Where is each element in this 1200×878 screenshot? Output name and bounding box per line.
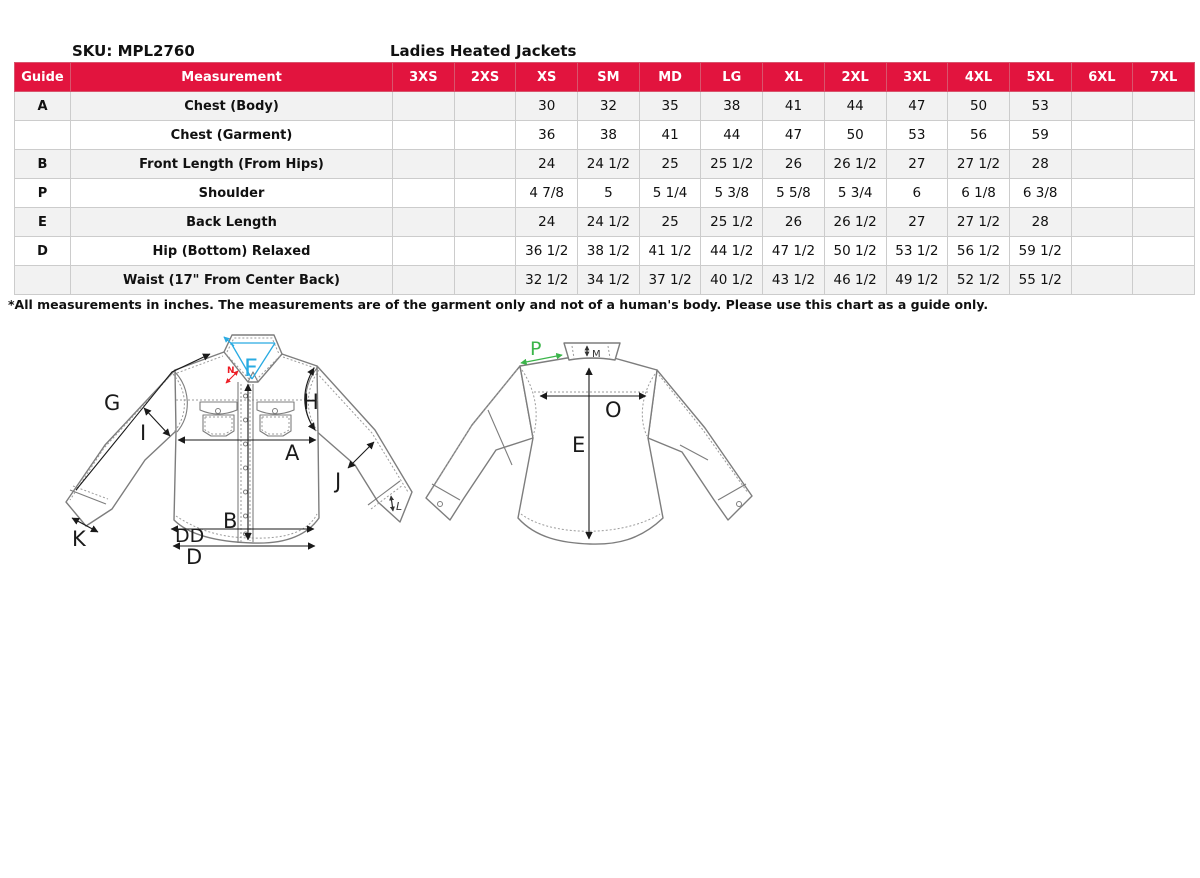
back-body — [518, 358, 663, 544]
size-value-cell: 6 3/8 — [1009, 179, 1071, 208]
size-value-cell — [1133, 150, 1195, 179]
front-label-a: A — [285, 441, 300, 465]
size-value-cell: 49 1/2 — [886, 266, 948, 295]
table-row — [15, 237, 1195, 266]
jacket-back-view — [426, 338, 752, 544]
column-header: 5XL — [1009, 63, 1071, 92]
size-table-header-row — [15, 63, 1195, 92]
size-value-cell: 32 — [578, 92, 640, 121]
size-value-cell: 27 — [886, 208, 948, 237]
front-label-i: I — [140, 421, 147, 445]
measurement-cell: Hip (Bottom) Relaxed — [71, 237, 393, 266]
size-value-cell — [393, 208, 455, 237]
size-value-cell: 26 — [763, 208, 825, 237]
size-value-cell: 53 — [1009, 92, 1071, 121]
column-header: XL — [763, 63, 825, 92]
size-value-cell: 6 — [886, 179, 948, 208]
size-value-cell: 53 1/2 — [886, 237, 948, 266]
front-label-g: G — [104, 391, 121, 415]
front-right-sleeve — [315, 366, 412, 522]
column-header: 6XL — [1071, 63, 1133, 92]
size-value-cell — [393, 237, 455, 266]
jacket-front-view — [66, 335, 412, 569]
size-table-body — [15, 92, 1195, 295]
size-value-cell: 41 — [763, 92, 825, 121]
table-row — [15, 150, 1195, 179]
size-value-cell: 41 — [639, 121, 701, 150]
size-value-cell — [454, 150, 516, 179]
guide-cell: A — [15, 92, 71, 121]
size-value-cell: 47 — [886, 92, 948, 121]
size-value-cell: 53 — [886, 121, 948, 150]
size-value-cell: 44 1/2 — [701, 237, 763, 266]
back-right-sleeve — [648, 370, 752, 520]
size-value-cell — [454, 237, 516, 266]
measurement-cell: Chest (Body) — [71, 92, 393, 121]
size-value-cell: 25 1/2 — [701, 208, 763, 237]
size-value-cell: 50 1/2 — [824, 237, 886, 266]
size-value-cell: 27 1/2 — [948, 150, 1010, 179]
size-value-cell: 40 1/2 — [701, 266, 763, 295]
front-label-h: H — [303, 390, 319, 414]
size-value-cell — [393, 150, 455, 179]
footnote: *All measurements in inches. The measurements are of the garment only and not of a human's body. Please use this chart as a guide only. — [8, 297, 989, 312]
size-value-cell: 55 1/2 — [1009, 266, 1071, 295]
column-header: LG — [701, 63, 763, 92]
size-value-cell — [1071, 92, 1133, 121]
size-value-cell: 28 — [1009, 150, 1071, 179]
front-label-n: N — [227, 366, 235, 376]
guide-cell — [15, 121, 71, 150]
size-table-head — [15, 63, 1195, 92]
size-value-cell — [1071, 121, 1133, 150]
size-value-cell: 59 1/2 — [1009, 237, 1071, 266]
column-header: XS — [516, 63, 578, 92]
back-label-o: O — [605, 398, 622, 422]
size-value-cell — [1133, 237, 1195, 266]
size-value-cell: 44 — [701, 121, 763, 150]
guide-cell — [15, 266, 71, 295]
size-value-cell — [393, 266, 455, 295]
size-value-cell: 38 — [701, 92, 763, 121]
size-value-cell: 28 — [1009, 208, 1071, 237]
front-label-b: B — [223, 509, 238, 533]
size-value-cell: 56 1/2 — [948, 237, 1010, 266]
size-value-cell: 44 — [824, 92, 886, 121]
size-value-cell: 26 — [763, 150, 825, 179]
size-value-cell — [1133, 179, 1195, 208]
size-value-cell: 47 1/2 — [763, 237, 825, 266]
size-value-cell: 6 1/8 — [948, 179, 1010, 208]
front-left-sleeve — [66, 370, 177, 526]
size-value-cell: 24 — [516, 208, 578, 237]
column-header: 4XL — [948, 63, 1010, 92]
column-header: Guide — [15, 63, 71, 92]
size-value-cell: 5 3/8 — [701, 179, 763, 208]
size-value-cell: 50 — [948, 92, 1010, 121]
size-value-cell: 30 — [516, 92, 578, 121]
size-value-cell: 24 — [516, 150, 578, 179]
size-value-cell — [1133, 208, 1195, 237]
size-value-cell: 24 1/2 — [578, 208, 640, 237]
size-value-cell — [1071, 179, 1133, 208]
size-value-cell: 5 3/4 — [824, 179, 886, 208]
column-header: 2XL — [824, 63, 886, 92]
back-label-p: P — [530, 338, 542, 360]
front-label-d: D — [186, 545, 203, 569]
size-value-cell: 32 1/2 — [516, 266, 578, 295]
size-value-cell — [1071, 150, 1133, 179]
guide-cell: E — [15, 208, 71, 237]
size-table — [14, 62, 1195, 295]
size-value-cell: 5 1/4 — [639, 179, 701, 208]
title-bar — [0, 42, 1200, 60]
table-row — [15, 121, 1195, 150]
jacket-measurement-diagram — [60, 330, 820, 590]
size-value-cell — [1133, 266, 1195, 295]
size-value-cell: 25 — [639, 208, 701, 237]
measurement-cell: Chest (Garment) — [71, 121, 393, 150]
back-left-sleeve — [426, 366, 533, 520]
size-value-cell: 25 1/2 — [701, 150, 763, 179]
size-value-cell: 59 — [1009, 121, 1071, 150]
measurement-cell: Front Length (From Hips) — [71, 150, 393, 179]
size-value-cell: 47 — [763, 121, 825, 150]
guide-cell: B — [15, 150, 71, 179]
back-label-e: E — [572, 433, 586, 457]
front-label-j: J — [335, 469, 342, 493]
table-row — [15, 179, 1195, 208]
size-value-cell: 26 1/2 — [824, 150, 886, 179]
size-value-cell — [1133, 92, 1195, 121]
size-value-cell: 4 7/8 — [516, 179, 578, 208]
size-value-cell: 43 1/2 — [763, 266, 825, 295]
size-value-cell — [454, 179, 516, 208]
size-value-cell — [1071, 237, 1133, 266]
column-header: 2XS — [454, 63, 516, 92]
column-header: 3XS — [393, 63, 455, 92]
size-value-cell — [393, 179, 455, 208]
size-value-cell: 35 — [639, 92, 701, 121]
size-value-cell: 27 — [886, 150, 948, 179]
size-value-cell: 25 — [639, 150, 701, 179]
column-header: 7XL — [1133, 63, 1195, 92]
size-value-cell — [1071, 208, 1133, 237]
size-value-cell: 37 1/2 — [639, 266, 701, 295]
size-value-cell: 5 5/8 — [763, 179, 825, 208]
size-value-cell — [393, 121, 455, 150]
size-value-cell — [454, 208, 516, 237]
table-row — [15, 208, 1195, 237]
size-value-cell: 56 — [948, 121, 1010, 150]
sku-label: SKU: MPL2760 — [72, 42, 195, 60]
size-value-cell — [393, 92, 455, 121]
front-label-k: K — [72, 527, 86, 551]
front-label-l: L — [396, 500, 403, 513]
size-value-cell: 5 — [578, 179, 640, 208]
measurement-cell: Waist (17" From Center Back) — [71, 266, 393, 295]
size-value-cell — [1071, 266, 1133, 295]
size-value-cell: 38 — [578, 121, 640, 150]
size-value-cell — [1133, 121, 1195, 150]
size-value-cell: 46 1/2 — [824, 266, 886, 295]
column-header: MD — [639, 63, 701, 92]
column-header: Measurement — [71, 63, 393, 92]
size-value-cell: 24 1/2 — [578, 150, 640, 179]
size-value-cell: 34 1/2 — [578, 266, 640, 295]
table-row — [15, 266, 1195, 295]
front-label-dd: DD — [175, 525, 205, 547]
size-value-cell: 36 1/2 — [516, 237, 578, 266]
back-label-m: M — [592, 349, 601, 360]
guide-cell: P — [15, 179, 71, 208]
measurement-cell: Shoulder — [71, 179, 393, 208]
page-title: Ladies Heated Jackets — [390, 42, 577, 60]
front-label-f: F — [244, 354, 258, 382]
size-value-cell: 36 — [516, 121, 578, 150]
measurement-cell: Back Length — [71, 208, 393, 237]
size-value-cell: 26 1/2 — [824, 208, 886, 237]
table-row — [15, 92, 1195, 121]
size-value-cell: 27 1/2 — [948, 208, 1010, 237]
column-header: 3XL — [886, 63, 948, 92]
size-value-cell: 38 1/2 — [578, 237, 640, 266]
size-value-cell: 41 1/2 — [639, 237, 701, 266]
guide-cell: D — [15, 237, 71, 266]
size-value-cell — [454, 121, 516, 150]
size-value-cell — [454, 266, 516, 295]
size-value-cell: 52 1/2 — [948, 266, 1010, 295]
size-value-cell — [454, 92, 516, 121]
size-value-cell: 50 — [824, 121, 886, 150]
column-header: SM — [578, 63, 640, 92]
